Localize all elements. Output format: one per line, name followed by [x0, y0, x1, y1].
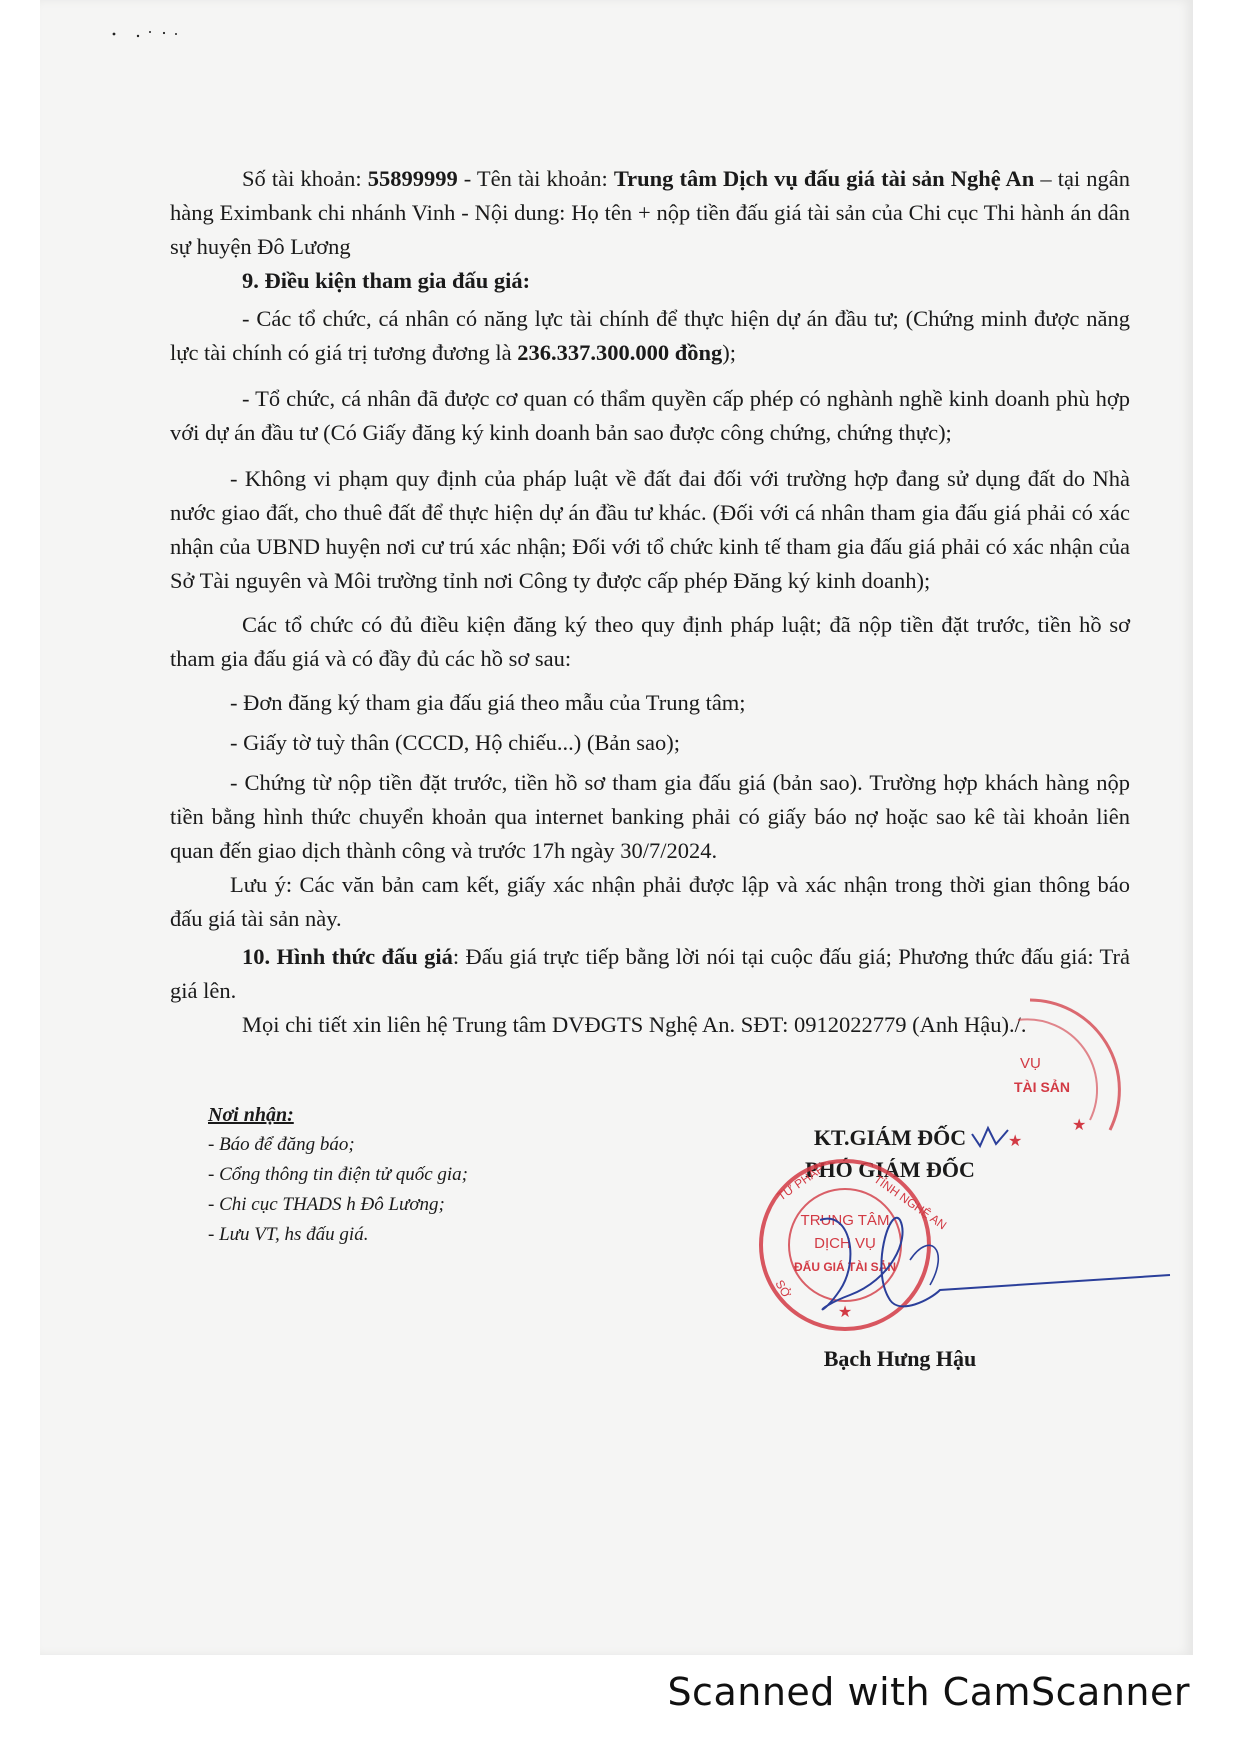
stamp-text: DỊCH VỤ	[814, 1235, 876, 1252]
account-number: 55899999	[367, 166, 458, 191]
section-10	[170, 940, 1130, 1008]
signature-line-2: PHÓ GIÁM ĐỐC	[805, 1157, 975, 1182]
recipient-item: - Lưu VT, hs đấu giá.	[208, 1224, 369, 1245]
contact-paragraph: Mọi chi tiết xin liên hệ Trung tâm DVĐGTS Nghệ An. SĐT: 0912022779 (Anh Hậu)./.	[242, 1012, 1027, 1037]
text-segment: - Các tổ chức, cá nhân có năng lực tài chính để thực hiện dự án đầu tư; (Chứng minh được năng lực tài chính có giá trị tương đương là	[170, 306, 1130, 365]
stamp-text: ĐẤU GIÁ TÀI SẢN	[794, 1260, 896, 1274]
text-segment: Số tài khoản:	[242, 166, 368, 191]
note-paragraph: Lưu ý: Các văn bản cam kết, giấy xác nhận phải được lập và xác nhận trong thời gian thông báo đấu giá tài sản này.	[170, 872, 1130, 931]
text-segment: );	[722, 340, 736, 365]
text-segment: : Đấu giá trực tiếp bằng lời nói tại cuộc đấu giá; Phương thức đấu giá: Trả giá lên.	[170, 944, 1130, 1003]
condition-3: - Không vi phạm quy định của pháp luật về đất đai đối với trường hợp đang sử dụng đất do Nhà nước giao đất, cho thuê đất để thực hiện dự án đầu tư khác. (Đối với cá nhân tham gia đấu giá phải có xác nhận của UBND huyện nơi cư trú xác nhận; Đối với tổ chức kinh tế tham gia đấu giá phải có xác nhận của Sở Tài nguyên và Môi trường tỉnh nơi Công ty được cấp phép Đăng ký kinh doanh);	[170, 466, 1130, 593]
section-10-heading: 10. Hình thức đấu giá	[242, 944, 453, 969]
bank-account-paragraph	[170, 162, 1130, 264]
recipient-item: - Báo để đăng báo;	[208, 1134, 355, 1155]
required-doc-3: - Chứng từ nộp tiền đặt trước, tiền hồ sơ tham gia đấu giá (bản sao). Trường hợp khách hàng nộp tiền bằng hình thức chuyển khoản qua internet banking phải có giấy báo nợ hoặc sao kê tài khoản liên quan đến giao dịch thành công và trước 17h ngày 30/7/2024.	[170, 770, 1130, 863]
financial-amount: 236.337.300.000 đồng	[517, 340, 723, 365]
required-doc-2: - Giấy tờ tuỳ thân (CCCD, Hộ chiếu...) (Bản sao);	[230, 730, 680, 755]
recipients-title: Nơi nhận:	[208, 1104, 294, 1126]
recipient-item: - Cổng thông tin điện tử quốc gia;	[208, 1164, 468, 1185]
condition-4: Các tổ chức có đủ điều kiện đăng ký theo quy định pháp luật; đã nộp tiền đặt trước, tiền hồ sơ tham gia đấu giá và có đầy đủ các hồ sơ sau:	[170, 612, 1130, 671]
section-9-heading: 9. Điều kiện tham gia đấu giá:	[242, 268, 531, 293]
required-doc-1: - Đơn đăng ký tham gia đấu giá theo mẫu của Trung tâm;	[230, 690, 746, 715]
stamp-fragment-text: VỤ	[1020, 1055, 1041, 1072]
stamp-ring-text: SỞ	[772, 1277, 794, 1301]
initials-mark	[968, 1116, 1028, 1156]
signer-name: Bạch Hưng Hậu	[823, 1346, 977, 1371]
star-icon: ★	[837, 1304, 853, 1321]
signature-line-1: KT.GIÁM ĐỐC	[813, 1125, 967, 1150]
document-body	[170, 162, 1130, 1042]
stamp-ring-text: TƯ PHÁP	[774, 1161, 827, 1204]
account-name: Trung tâm Dịch vụ đấu giá tài sản Nghệ An	[613, 166, 1035, 191]
scanner-watermark: Scanned with CamScanner	[667, 1670, 1190, 1714]
text-segment: – tại ngân hàng Eximbank chi nhánh Vinh - Nội dung: Họ tên + nộp tiền đấu giá tài sản của Chi cục Thi hành án dân sự huyện Đô Lương	[170, 166, 1130, 259]
condition-1	[170, 302, 1130, 370]
recipient-item: - Chi cục THADS h Đô Lương;	[208, 1194, 445, 1215]
star-icon: ★	[1008, 1133, 1023, 1150]
text-segment: - Tên tài khoản:	[457, 166, 614, 191]
stamp-ring-text: TỈNH NGHỆ AN	[871, 1171, 950, 1233]
stamp-fragment-text: TÀI SẢN	[1014, 1079, 1070, 1095]
star-icon: ★	[1072, 1117, 1087, 1134]
stamp-text: TRUNG TÂM	[800, 1212, 890, 1229]
recipients-block	[208, 1100, 468, 1250]
condition-2: - Tổ chức, cá nhân đã được cơ quan có thẩm quyền cấp phép có nghành nghề kinh doanh phù hợp với dự án đầu tư (Có Giấy đăng ký kinh doanh bản sao được công chứng, chứng thực);	[170, 386, 1130, 445]
scan-specks	[110, 24, 210, 44]
handwritten-signature	[780, 1200, 1180, 1340]
